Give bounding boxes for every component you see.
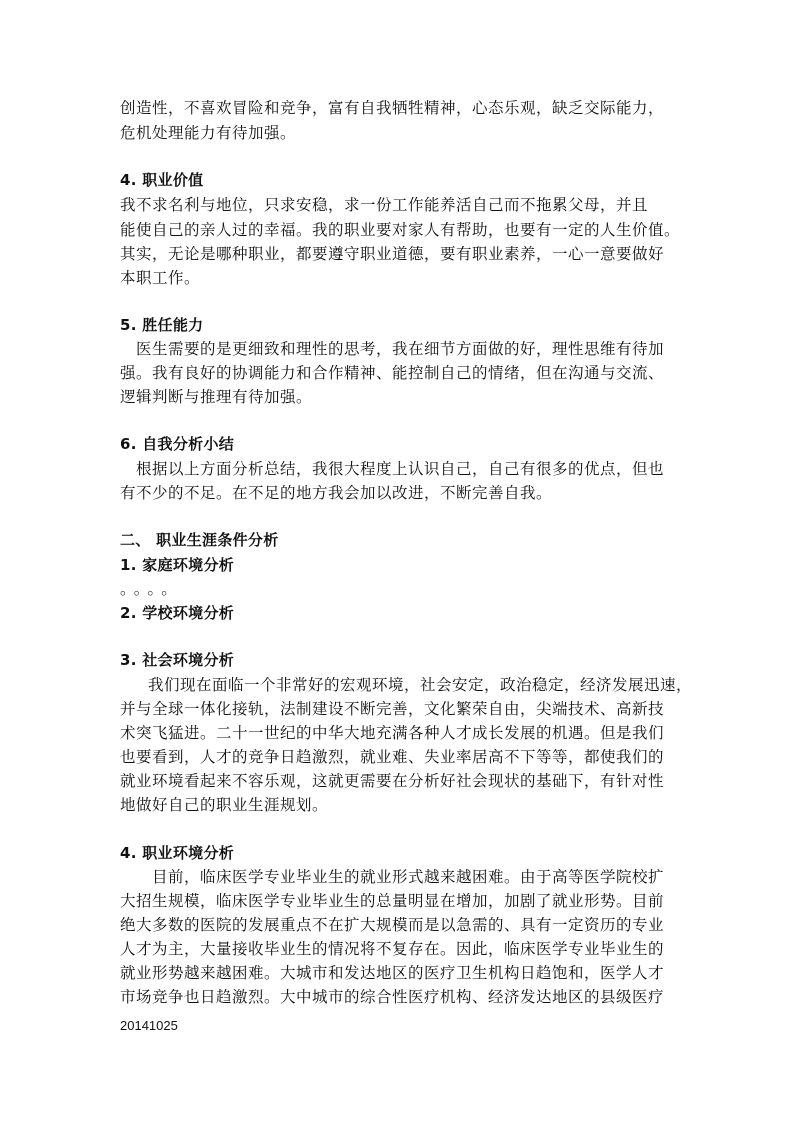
paragraph-line: 就业形势越来越困难。大城市和发达地区的医疗卫生机构日趋饱和，医学人才 [120,964,665,982]
section-heading-career-value: 4. 职业价值 [120,171,204,189]
paragraph-line: 市场竞争也日趋激烈。大中城市的综合性医疗机构、经济发达地区的县级医疗 [120,988,665,1006]
chapter-heading-career-conditions: 二、 职业生涯条件分析 [120,531,279,549]
paragraph-line: 就业环境看起来不容乐观，这就更需要在分析好社会现状的基础下，有针对性 [120,772,665,790]
paragraph-line: 目前，临床医学专业毕业生的就业形式越来越困难。由于高等医学院校扩 [152,868,665,886]
section-heading-family-environment: 1. 家庭环境分析 [120,556,235,574]
paragraph-line: 绝大多数的医院的发展重点不在扩大规模而是以急需的、具有一定资历的专业 [120,916,665,934]
section-heading-social-environment: 3. 社会环境分析 [120,651,235,669]
paragraph-line: 医生需要的是更细致和理性的思考，我在细节方面做的好，理性思维有待加 [136,340,665,358]
section-heading-school-environment: 2. 学校环境分析 [120,604,235,622]
paragraph-line: 地做好自己的职业生涯规划。 [120,796,329,814]
paragraph-line: 我不求名利与地位，只求安稳，求一份工作能养活自己而不拖累父母，并且 [120,196,649,214]
paragraph-line: 也要看到，人才的竞争日趋激烈，就业难、失业率居高不下等等，都使我们的 [120,748,665,766]
paragraph-line: 大招生规模，临床医学专业毕业生的总量明显在增加，加剧了就业形势。目前 [120,892,665,910]
paragraph-line: 本职工作。 [120,269,201,287]
page-footer-date: 20141025 [120,1018,178,1033]
intro-line: 创造性，不喜欢冒险和竞争，富有自我牺牲精神，心态乐观，缺乏交际能力， [120,99,665,117]
paragraph-line: 我们现在面临一个非常好的宏观环境，社会安定，政治稳定，经济发展迅速， [148,676,693,694]
paragraph-line: 强。我有良好的协调能力和合作精神、能控制自己的情绪，但在沟通与交流、 [120,364,665,382]
paragraph-line: 逻辑判断与推理有待加强。 [120,388,313,406]
paragraph-line: 其实，无论是哪种职业，都要遵守职业道德，要有职业素养，一心一意要做好 [120,245,665,263]
section-heading-self-summary: 6. 自我分析小结 [120,435,235,453]
section-heading-competence: 5. 胜任能力 [120,316,204,334]
paragraph-line: 术突飞猛进。二十一世纪的中华大地充满各种人才成长发展的机遇。但是我们 [120,724,665,742]
paragraph-line: 并与全球一体化接轨，法制建设不断完善，文化繁荣自由，尖端技术、高新技 [120,700,665,718]
paragraph-line: 人才为主，大量接收毕业生的情况将不复存在。因此，临床医学专业毕业生的 [120,940,665,958]
paragraph-line: 有不少的不足。在不足的地方我会加以改进，不断完善自我。 [120,484,553,502]
paragraph-line: 根据以上方面分析总结，我很大程度上认识自己，自己有很多的优点，但也 [136,460,665,478]
intro-line: 危机处理能力有待加强。 [120,124,297,142]
paragraph-line: 能使自己的亲人过的幸福。我的职业要对家人有帮助，也要有一定的人生价值。 [120,221,681,239]
ellipsis-dots: 。。。。 [120,580,183,598]
section-heading-career-environment: 4. 职业环境分析 [120,844,235,862]
